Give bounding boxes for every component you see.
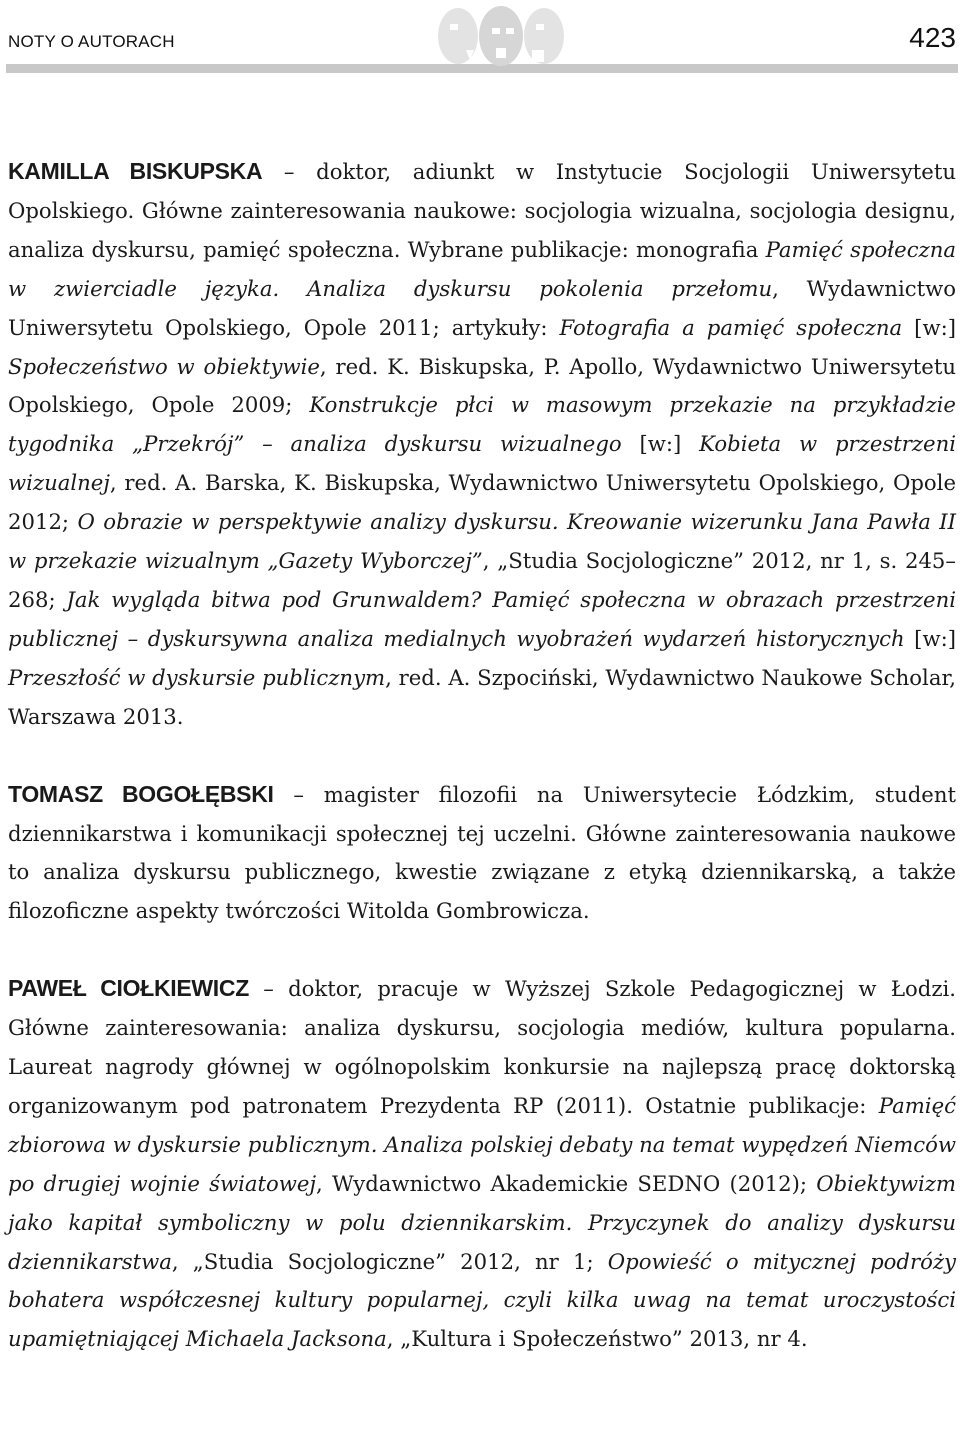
bio-text: , „Kultura i Społeczeństwo” 2013, nr 4. [386,1326,808,1352]
bio-text: , red. K. Biskupska, P. Apollo, Wydawnictwo Uniwersytetu Opolskiego, Opole 2009; [8,353,956,418]
bio-text: , red. A. Barska, K. Biskupska, Wydawnictwo Uniwersytetu Opolskiego, Opole 2012; [8,470,956,535]
bio-text: , „Studia Socjologiczne” 2012, nr 1, s. 245–268; [8,548,957,612]
author-bio [8,775,956,932]
bio-text: – magister filozofii na Uniwersytecie Łódzkim, student dziennikarstwa i komunikacji społecznej tej uczelni. Główne zainteresowania naukowe to analiza dyskursu publicznego, kwestie związane z etyką dziennikarską, a także filozoficzne aspekty twórczości Witolda Gombrowicza. [8,781,956,924]
journal-logo-icon [436,2,566,72]
author-bio [8,152,956,737]
author-notes [8,152,956,1359]
bio-text: , Wydawnictwo Uniwersytetu Opolskiego, Opole 2011; artykuły: [8,275,956,340]
publication-title: Społeczeństwo w obiektywie [8,353,320,379]
bio-text: , „Studia Socjologiczne” 2012, nr 1; [171,1248,608,1274]
publication-title: Jak wygląda bitwa pod Grunwaldem? Pamięć społeczna w obrazach przestrzeni publicznej – dyskursywna analiza medialnych wyobrażeń wydarzeń historycznych [8,586,956,651]
running-header-title: NOTY O AUTORACH [8,32,175,51]
publication-title: Pamięć zbiorowa w dyskursie publicznym. Analiza polskiej debaty na temat wypędzeń Niemców po drugiej wojnie światowej [8,1092,956,1196]
publication-title: Przeszłość w dyskursie publicznym [8,664,386,690]
bio-text: [w:] [902,314,956,340]
publication-title: O obrazie w perspektywie analizy dyskursu. Kreowanie wizerunku Jana Pawła II w przekazie wizualnym „Gazety Wyborczej” [8,509,956,574]
bio-text: [w:] [904,625,956,651]
publication-title: Obiektywizm jako kapitał symboliczny w polu dziennikarskim. Przyczynek do analizy dyskursu dziennikarstwa [8,1170,956,1274]
author-name: TOMASZ BOGOŁĘBSKI [8,780,274,807]
publication-title: Kobieta w przestrzeni wizualnej [8,431,956,496]
page-header [0,0,960,80]
author-name: PAWEŁ CIOŁKIEWICZ [8,975,249,1002]
bio-text: , Wydawnictwo Akademickie SEDNO (2012); [316,1170,817,1196]
publication-title: Fotografia a pamięć społeczna [559,314,903,340]
bio-text: – doktor, adiunkt w Instytucie Socjologii Uniwersytetu Opolskiego. Główne zainteresowania naukowe: socjologia wizualna, socjologia designu, analiza dyskursu, pamięć społeczna. Wybrane publikacje: monografia [8,159,956,262]
page-number: 423 [909,22,956,53]
bio-text: [w:] [621,431,700,457]
author-bio [8,969,956,1359]
publication-title: Konstrukcje płci w masowym przekazie na przykładzie tygodnika „Przekrój” – analiza dyskursu wizualnego [8,392,956,457]
bio-text: – doktor, pracuje w Wyższej Szkole Pedagogicznej w Łodzi. Główne zainteresowania: analiza dyskursu, socjologia mediów, kultura popularna. Laureat nagrody głównej w ogólnopolskim konkursie na najlepszą pracę doktorską organizowanym pod patronatem Prezydenta RP (2011). Ostatnie publikacje: [8,976,957,1118]
author-name: KAMILLA BISKUPSKA [8,158,263,184]
publication-title: Pamięć społeczna w zwierciadle języka. Analiza dyskursu pokolenia przełomu [8,236,956,301]
bio-text: , red. A. Szpociński, Wydawnictwo Naukowe Scholar, Warszawa 2013. [8,664,956,729]
publication-title: Opowieść o mitycznej podróży bohatera współczesnej kultury popularnej, czyli kilka uwag na temat uroczystości upamiętniającej Michaela Jacksona [8,1248,957,1352]
